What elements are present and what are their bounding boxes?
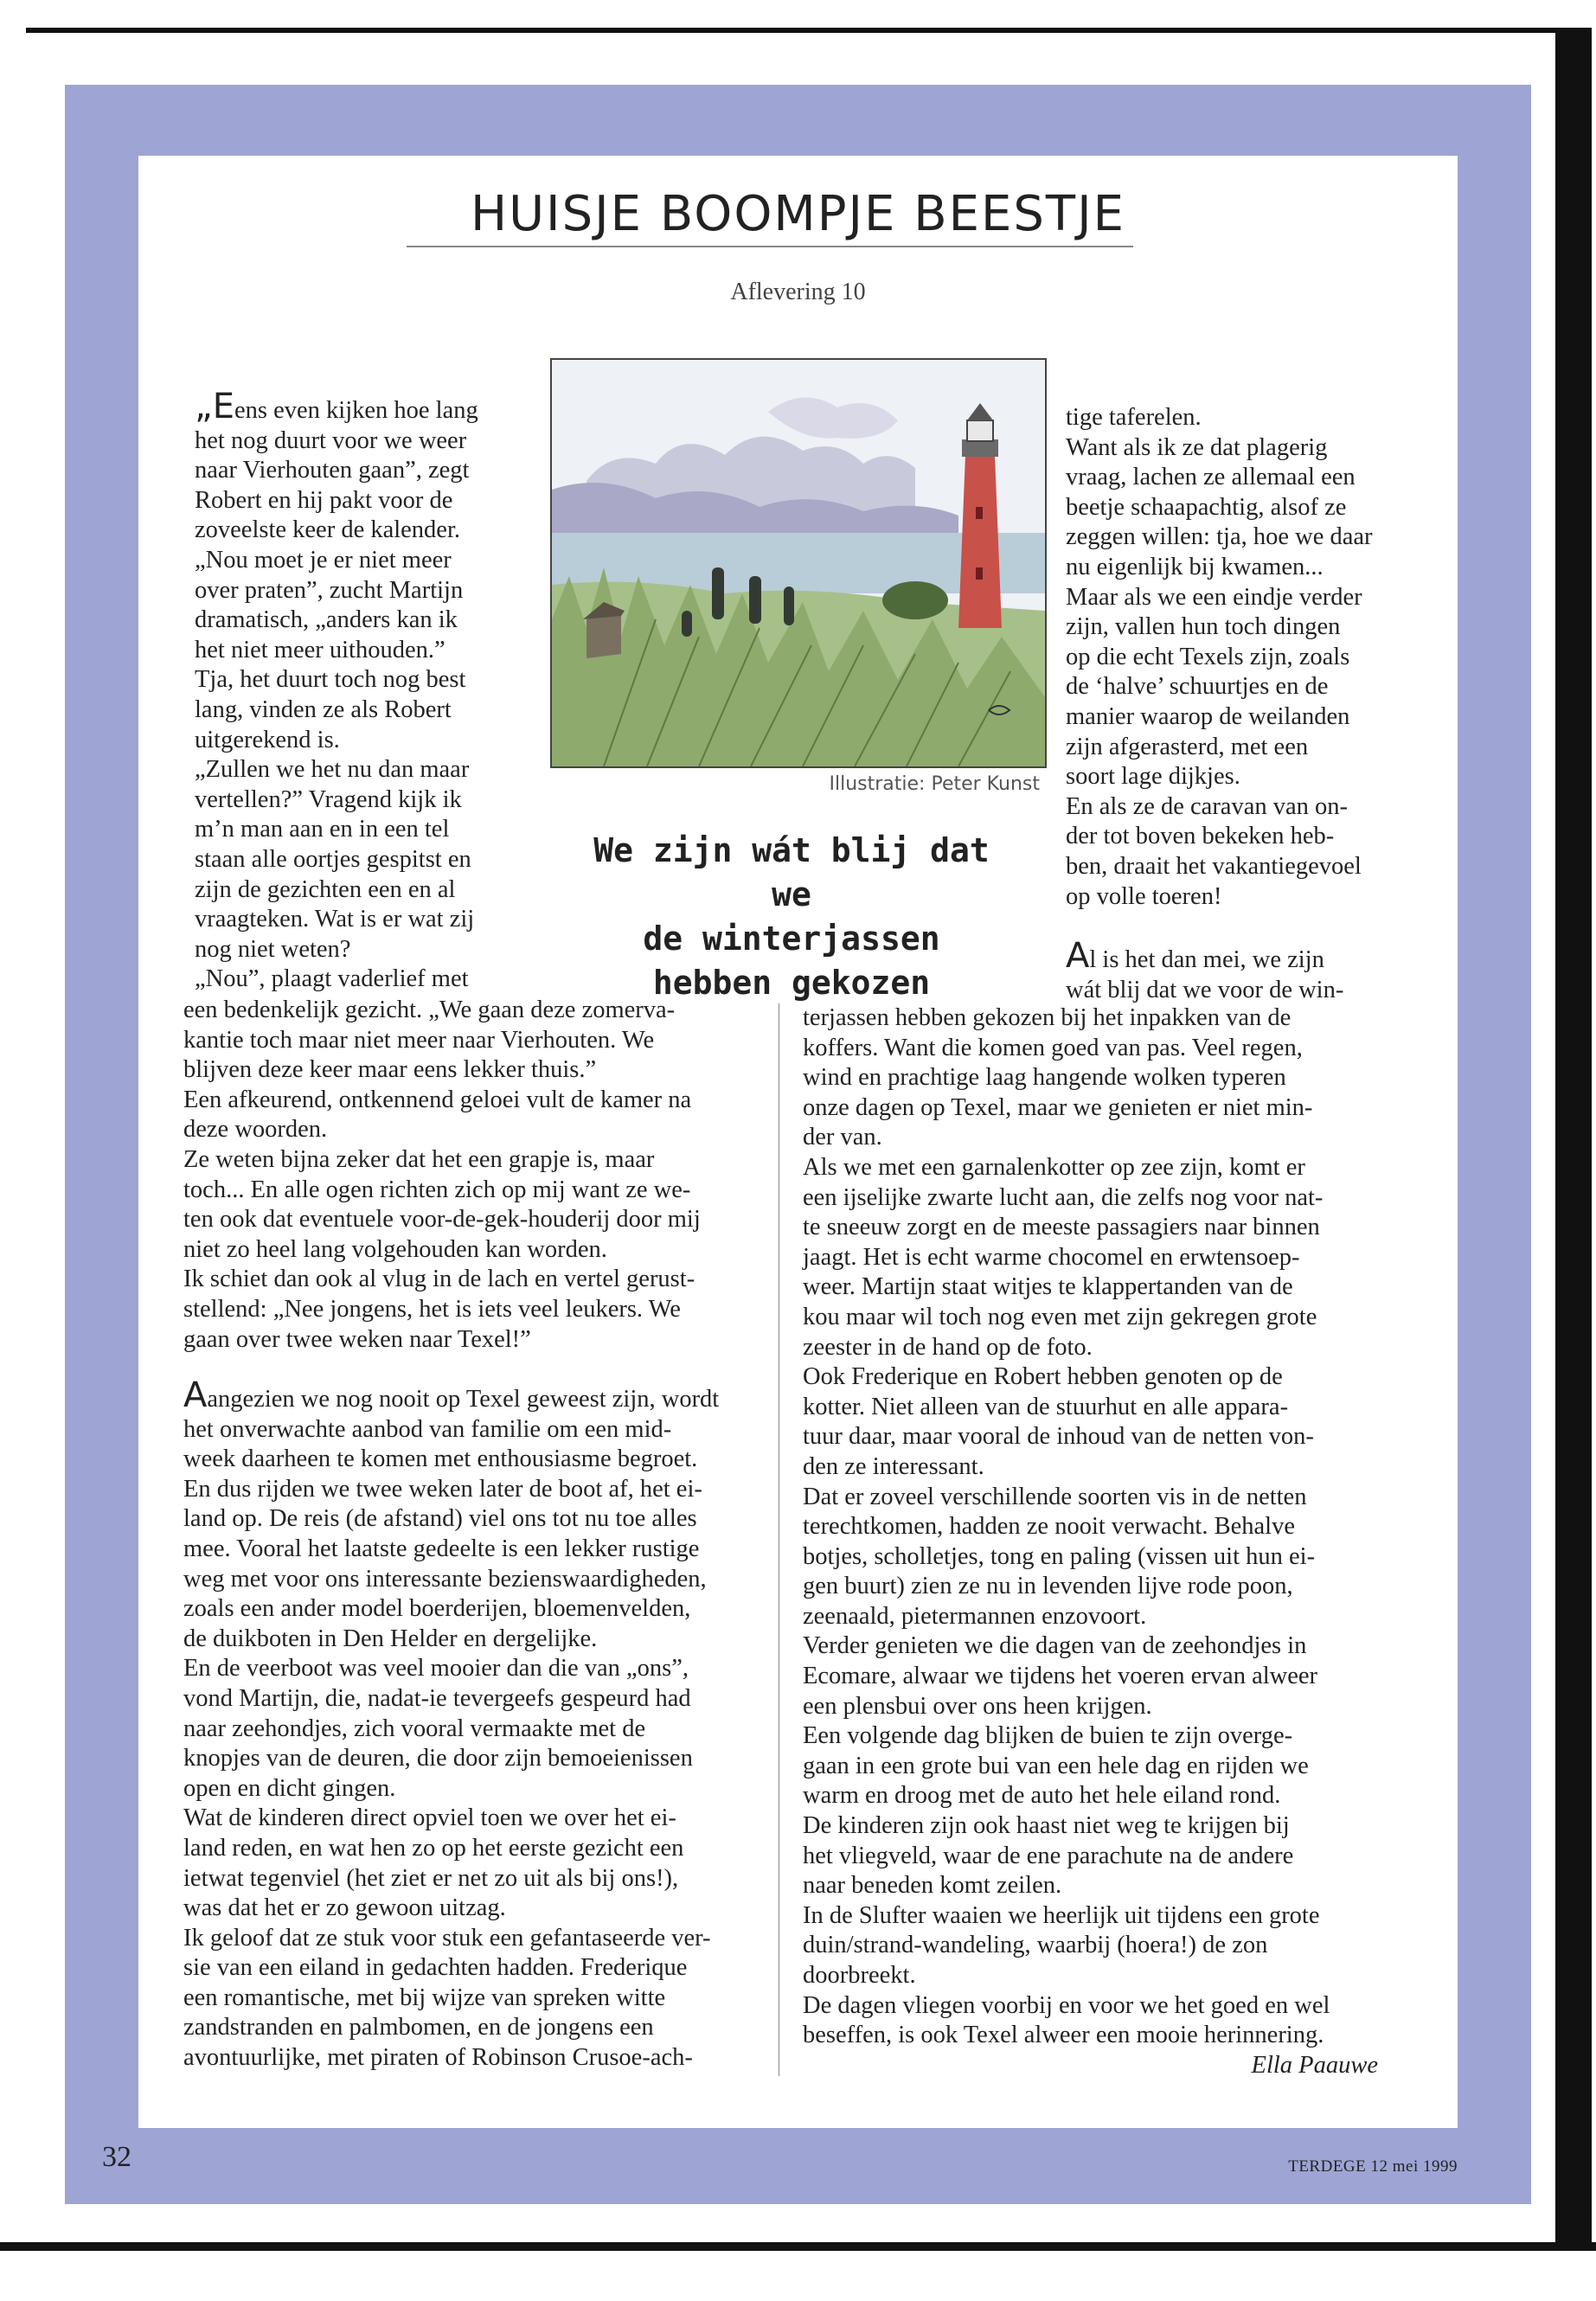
- text-line: zeenaald, pietermannen enzovoort.: [803, 1602, 1147, 1630]
- page-title: HUISJE BOOMPJE BEESTJE: [470, 186, 1126, 242]
- text-line: vraag, lachen ze allemaal een: [1066, 464, 1356, 491]
- text-line: land op. De reis (de afstand) viel ons tot nu toe alles: [183, 1505, 697, 1533]
- title-underline: [407, 246, 1133, 247]
- text-line: nu eigenlijk bij kwamen...: [1066, 553, 1324, 580]
- text-line: l is het dan mei, we zijn: [1089, 946, 1324, 973]
- text-line: der tot boven bekeken heb-: [1066, 823, 1335, 850]
- column-left-paragraph-2: [183, 1375, 772, 2073]
- pull-quote-line: We zijn wát blij dat we: [593, 831, 990, 913]
- text-line: der van.: [803, 1124, 882, 1151]
- text-line: tuur daar, maar vooral de inhoud van de netten von-: [803, 1423, 1314, 1451]
- text-line: tige taferelen.: [1066, 404, 1202, 431]
- text-line: Ecomare, alwaar we tijdens het voeren ervan alweer: [803, 1663, 1318, 1690]
- text-line: soort lage dijkjes.: [1066, 763, 1240, 791]
- text-line: mee. Vooral het laatste gedeelte is een lekker rustige: [183, 1535, 700, 1562]
- text-line: „Nou moet je er niet meer: [195, 546, 452, 574]
- text-line: kantie toch maar niet meer naar Vierhouten. We: [183, 1026, 655, 1054]
- text-line: avontuurlijke, met piraten of Robinson Crusoe-ach-: [183, 2044, 693, 2072]
- text-line: Ze weten bijna zeker dat het een grapje is, maar: [183, 1145, 655, 1173]
- text-line: koffers. Want die komen goed van pas. Veel regen,: [803, 1034, 1303, 1061]
- text-line: jaagt. Het is echt warme chocomel en erwtensoep-: [803, 1243, 1300, 1271]
- text-line: terjassen hebben gekozen bij het inpakken van de: [803, 1004, 1292, 1031]
- text-line: En dus rijden we twee weken later de boot af, het ei-: [183, 1475, 702, 1503]
- text-line: op die echt Texels zijn, zoals: [1066, 643, 1350, 670]
- text-line: was dat het er zo gewoon uitzag.: [183, 1894, 506, 1922]
- drop-cap: „E: [195, 387, 234, 426]
- column-right-narrow: [1066, 403, 1403, 912]
- text-line: weer. Martijn staat witjes te klappertanden van de: [803, 1273, 1293, 1301]
- text-line: blijven deze keer maar eens lekker thuis.”: [183, 1056, 597, 1084]
- text-line: dramatisch, „anders kan ik: [195, 606, 458, 634]
- text-line: een ijselijke zwarte lucht aan, die zelfs nog voor nat-: [803, 1183, 1324, 1211]
- text-line: zandstranden en palmbomen, en de jongens een: [183, 2014, 654, 2041]
- text-line: vraagteken. Wat is er wat zij: [195, 906, 475, 933]
- column-right-paragraph-3-head: [1066, 936, 1403, 1005]
- text-line: land reden, en wat hen zo op het eerste gezicht een: [183, 1834, 684, 1862]
- text-line: beseffen, is ook Texel alweer een mooie herinnering.: [803, 2022, 1324, 2049]
- text-line: vertellen?” Vragend kijk ik: [195, 785, 462, 813]
- author-signature: Ella Paauwe: [1251, 2051, 1378, 2079]
- text-line: angezien we nog nooit op Texel geweest zijn, wordt: [207, 1386, 720, 1413]
- text-line: kotter. Niet alleen van de stuurhut en alle appara-: [803, 1393, 1289, 1420]
- text-line: toch... En alle ogen richten zich op mij want ze we-: [183, 1176, 691, 1203]
- text-line: Maar als we een eindje verder: [1066, 583, 1362, 611]
- text-line: Ik geloof dat ze stuk voor stuk een gefantaseerde ver-: [183, 1924, 711, 1952]
- text-line: over praten”, zucht Martijn: [195, 576, 464, 604]
- drop-cap: A: [183, 1375, 208, 1415]
- text-line: Verder genieten we die dagen van de zeehondjes in: [803, 1632, 1307, 1660]
- page-number: 32: [102, 2141, 131, 2173]
- text-line: week daarheen te komen met enthousiasme begroet.: [183, 1445, 698, 1473]
- text-line: het onverwachte aanbod van familie om een mid-: [183, 1415, 672, 1443]
- text-line: staan alle oortjes gespitst en: [195, 845, 471, 873]
- text-line: gaan over twee weken naar Texel!”: [183, 1325, 531, 1353]
- text-line: naar zeehondjes, zich vooral vermaakte met de: [183, 1715, 646, 1742]
- text-line: deze woorden.: [183, 1116, 328, 1144]
- text-line: zijn, vallen hun toch dingen: [1066, 613, 1341, 641]
- text-line: de ‘halve’ schuurtjes en de: [1066, 673, 1329, 701]
- text-line: het nog duurt voor we weer: [195, 426, 467, 454]
- text-line: En de veerboot was veel mooier dan die van „ons”,: [183, 1655, 689, 1682]
- text-line: doorbreekt.: [803, 1962, 916, 1989]
- paragraph-intro: [195, 387, 532, 426]
- text-line: een plensbui over ons heen krijgen.: [803, 1692, 1152, 1720]
- text-line: stellend: „Nee jongens, het is iets veel leukers. We: [183, 1295, 681, 1323]
- text-line: terechtkomen, hadden ze nooit verwacht. Behalve: [803, 1513, 1295, 1541]
- text-line: duin/strand-wandeling, waarbij (hoera!) de zon: [803, 1932, 1268, 1959]
- text-line: Als we met een garnalenkotter op zee zijn, komt er: [803, 1153, 1305, 1181]
- text-line: beetje schaapachtig, alsof ze: [1066, 493, 1347, 521]
- text-line: gen buurt) zien ze nu in levenden lijve rode poon,: [803, 1573, 1293, 1600]
- text-line: het niet meer uithouden.”: [195, 636, 445, 663]
- text-line: zijn afgerasterd, met een: [1066, 733, 1309, 760]
- paragraph-weather: [1066, 936, 1403, 976]
- publication-footer: TERDEGE 12 mei 1999: [1288, 2157, 1458, 2176]
- text-line: op volle toeren!: [1066, 882, 1222, 910]
- text-line: zoals een ander model boerderijen, bloemenvelden,: [183, 1595, 691, 1623]
- text-line: vond Martijn, die, nadat-ie tevergeefs gespeurd had: [183, 1684, 691, 1712]
- text-line: „Nou”, plaagt vaderlief met: [195, 965, 469, 993]
- text-line: Dat er zoveel verschillende soorten vis in de netten: [803, 1483, 1307, 1510]
- column-right-wide: [803, 1003, 1378, 2080]
- text-line: Want als ik ze dat plagerig: [1066, 433, 1328, 461]
- text-line: zeggen willen: tja, hoe we daar: [1066, 523, 1373, 551]
- text-line: gaan in een grote bui van een hele dag en rijden we: [803, 1752, 1309, 1779]
- text-line: Wat de kinderen direct opviel toen we over het ei-: [183, 1804, 676, 1832]
- text-line: nog niet weten?: [195, 935, 351, 963]
- text-line: wind en prachtige laag hangende wolken typeren: [803, 1064, 1286, 1092]
- text-line: Robert en hij pakt voor de: [195, 486, 453, 514]
- text-line: Ik schiet dan ook al vlug in de lach en vertel gerust-: [183, 1266, 695, 1293]
- text-line: m’n man aan en in een tel: [195, 816, 450, 843]
- text-line: den ze interessant.: [803, 1452, 984, 1480]
- text-line: weg met voor ons interessante bezienswaardigheden,: [183, 1565, 707, 1593]
- text-line: De kinderen zijn ook haast niet weg te krijgen bij: [803, 1812, 1290, 1840]
- illustration-lighthouse: [550, 358, 1047, 768]
- text-line: kou maar wil toch nog even met zijn gekregen grote: [803, 1303, 1317, 1330]
- text-line: Een volgende dag blijken de buien te zijn overge-: [803, 1722, 1293, 1750]
- text-line: uitgerekend is.: [195, 726, 340, 753]
- text-line: ens even kijken hoe lang: [234, 397, 478, 424]
- text-line: ben, draait het vakantiegevoel: [1066, 852, 1362, 880]
- text-line: naar Vierhouten gaan”, zegt: [195, 457, 470, 484]
- text-line: Ook Frederique en Robert hebben genoten op de: [803, 1363, 1283, 1391]
- text-line: te sneeuw zorgt en de meeste passagiers naar binnen: [803, 1214, 1320, 1241]
- right-border-rule: [1555, 28, 1592, 2242]
- text-line: In de Slufter waaien we heerlijk uit tijdens een grote: [803, 1901, 1320, 1929]
- text-line: naar beneden komt zeilen.: [803, 1872, 1062, 1900]
- column-left-narrow: [195, 387, 532, 995]
- illustration-caption: Illustratie: Peter Kunst: [829, 773, 1040, 795]
- text-line: zoveelste keer de kalender.: [195, 516, 461, 544]
- text-line: open en dicht gingen.: [183, 1774, 396, 1802]
- text-line: ten ook dat eventuele voor-de-gek-houderij door mij: [183, 1206, 701, 1234]
- text-line: wát blij dat we voor de win-: [1066, 976, 1344, 1003]
- text-line: De dagen vliegen voorbij en voor we het goed en wel: [803, 1991, 1330, 2019]
- pull-quote: [571, 829, 1012, 1005]
- text-line: Een afkeurend, ontkennend geloei vult de kamer na: [183, 1086, 692, 1113]
- text-line: onze dagen op Texel, maar we genieten er niet min-: [803, 1093, 1313, 1121]
- text-line: Tja, het duurt toch nog best: [195, 666, 466, 694]
- text-line: ietwat tegenviel (het ziet er net zo uit als bij ons!),: [183, 1864, 679, 1892]
- text-line: het vliegveld, waar de ene parachute na de andere: [803, 1842, 1294, 1869]
- text-line: zijn de gezichten een en al: [195, 875, 456, 903]
- pull-quote-line: hebben gekozen: [652, 964, 931, 1002]
- paragraph-texel: [183, 1375, 772, 1415]
- text-line: een romantische, met bij wijze van spreken witte: [183, 1984, 666, 2011]
- column-left-wide: [183, 996, 772, 1355]
- text-line: sie van een eiland in gedachten hadden. Frederique: [183, 1954, 688, 1982]
- text-line: En als ze de caravan van on-: [1066, 792, 1348, 820]
- lighthouse-illustration-svg: [552, 360, 1045, 766]
- text-line: lang, vinden ze als Robert: [195, 695, 452, 723]
- text-line: knopjes van de deuren, die door zijn bemoeienissen: [183, 1745, 693, 1772]
- text-line: een bedenkelijk gezicht. „We gaan deze zomerva-: [183, 997, 676, 1023]
- text-line: zeester in de hand op de foto.: [803, 1333, 1093, 1361]
- bottom-border-rule: [0, 2242, 1596, 2251]
- drop-cap: A: [1066, 936, 1090, 976]
- pull-quote-line: de winterjassen: [643, 920, 940, 958]
- text-line: niet zo heel lang volgehouden kan worden.: [183, 1235, 607, 1263]
- episode-subtitle: Aflevering 10: [730, 279, 866, 305]
- text-line: „Zullen we het nu dan maar: [195, 756, 470, 784]
- top-border-rule: [26, 28, 1592, 33]
- text-line: manier waarop de weilanden: [1066, 702, 1350, 730]
- text-line: de duikboten in Den Helder en dergelijke.: [183, 1625, 598, 1652]
- text-line: botjes, scholletjes, tong en paling (vissen uit hun ei-: [803, 1542, 1316, 1570]
- text-line: warm en droog met de auto het hele eiland rond.: [803, 1782, 1281, 1810]
